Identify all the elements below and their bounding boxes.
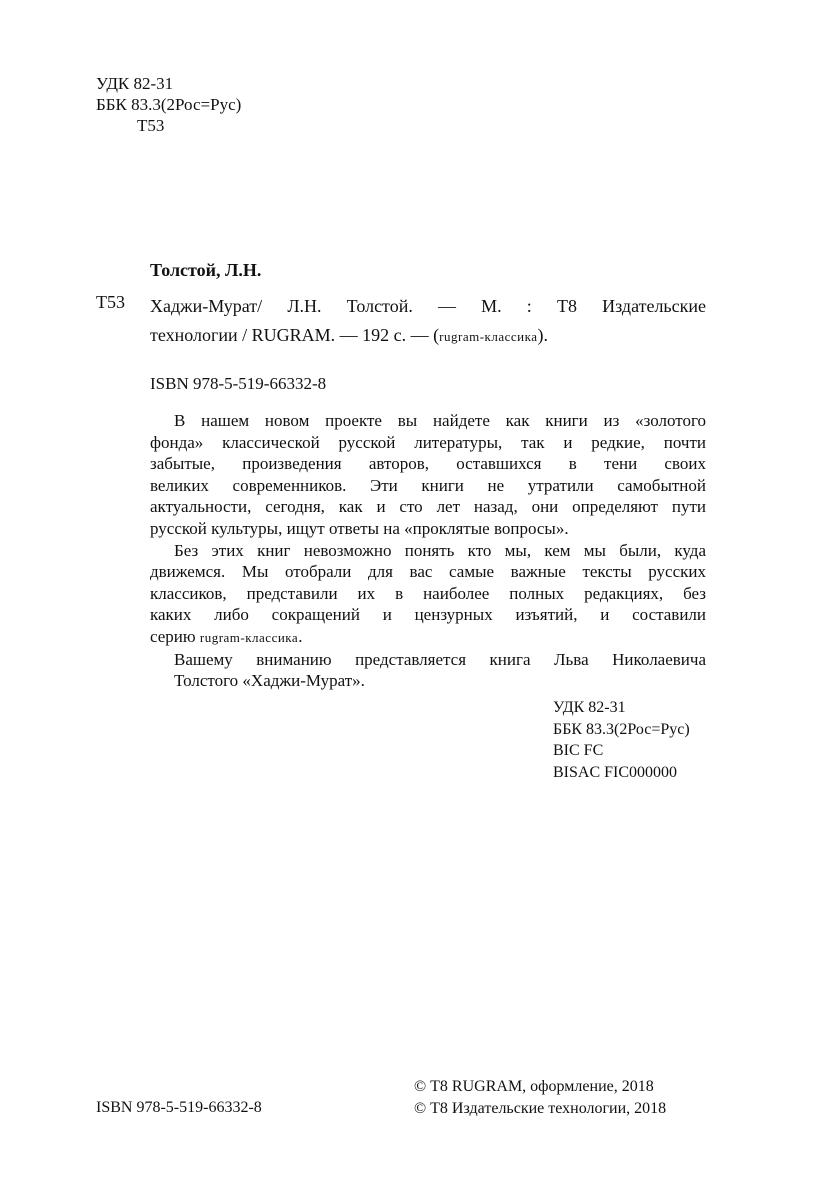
annotation [150, 410, 706, 692]
isbn-bottom: ISBN 978-5-519-66332-8 [96, 1099, 262, 1116]
annotation-line-series [150, 626, 706, 649]
biblio-line-2-end: ). [537, 325, 548, 345]
udk-code: УДК 82-31 [553, 699, 626, 716]
biblio-line-2 [150, 321, 706, 351]
biblio-line-1: Хаджи-Мурат/ Л.Н. Толстой. — М. : Т8 Издательские [150, 296, 706, 316]
annotation-line: каких либо сокращений и цензурных изъятий, и составили [150, 605, 706, 625]
series-prefix: серию [150, 626, 200, 646]
annotation-line: В нашем новом проекте вы найдете как книги из «золотого [174, 411, 706, 430]
bbk-code: ББК 83.3(2Рос=Рус) [96, 95, 242, 114]
annotation-line: забытые, произведения авторов, оставшихся в тени своих [150, 454, 706, 474]
annotation-line: русской культуры, ищут ответы на «проклятые вопросы». [150, 518, 569, 538]
isbn-main: ISBN 978-5-519-66332-8 [150, 374, 327, 393]
annotation-line: фонда» классической русской литературы, так и редкие, почти [150, 432, 706, 452]
author-sign-side: Т53 [96, 292, 125, 312]
classification-codes-top [96, 73, 241, 136]
bic-code: BIC FC [553, 742, 604, 759]
copyright-notices [414, 1076, 666, 1120]
biblio-line-2-text: технологии / RUGRAM. — 192 с. — ( [150, 325, 440, 345]
annotation-line: великих современников. Эти книги не утратили самобытной [150, 475, 706, 495]
series-suffix: . [298, 626, 303, 646]
series-name: rugram-классика [199, 629, 299, 645]
annotation-line: Вашему вниманию представляется книга Льва Николаевича [174, 649, 706, 669]
author-sign: Т53 [137, 116, 165, 135]
annotation-line: актуальности, сегодня, как и сто лет назад, они определяют пути [150, 497, 706, 517]
annotation-line: движемся. Мы отобрали для вас самые важные тексты русских [150, 562, 706, 582]
bbk-code: ББК 83.3(2Рос=Рус) [553, 720, 690, 738]
bisac-code: BISAC FIC000000 [553, 763, 678, 781]
copyright-line: © Т8 Издательские технологии, 2018 [414, 1100, 667, 1117]
author-heading: Толстой, Л.Н. [150, 260, 262, 280]
annotation-line: Толстого «Хаджи-Мурат». [174, 671, 365, 691]
series-name: rugram-классика [439, 329, 538, 344]
annotation-line: классиков, представили их в наиболее полных редакциях, без [150, 583, 706, 603]
annotation-line: Без этих книг невозможно понять кто мы, кем мы были, куда [174, 540, 706, 560]
copyright-line: © Т8 RUGRAM, оформление, 2018 [414, 1078, 654, 1095]
udk-code: УДК 82-31 [96, 74, 174, 93]
classification-codes-right [553, 697, 690, 783]
bibliographic-record [150, 292, 706, 351]
